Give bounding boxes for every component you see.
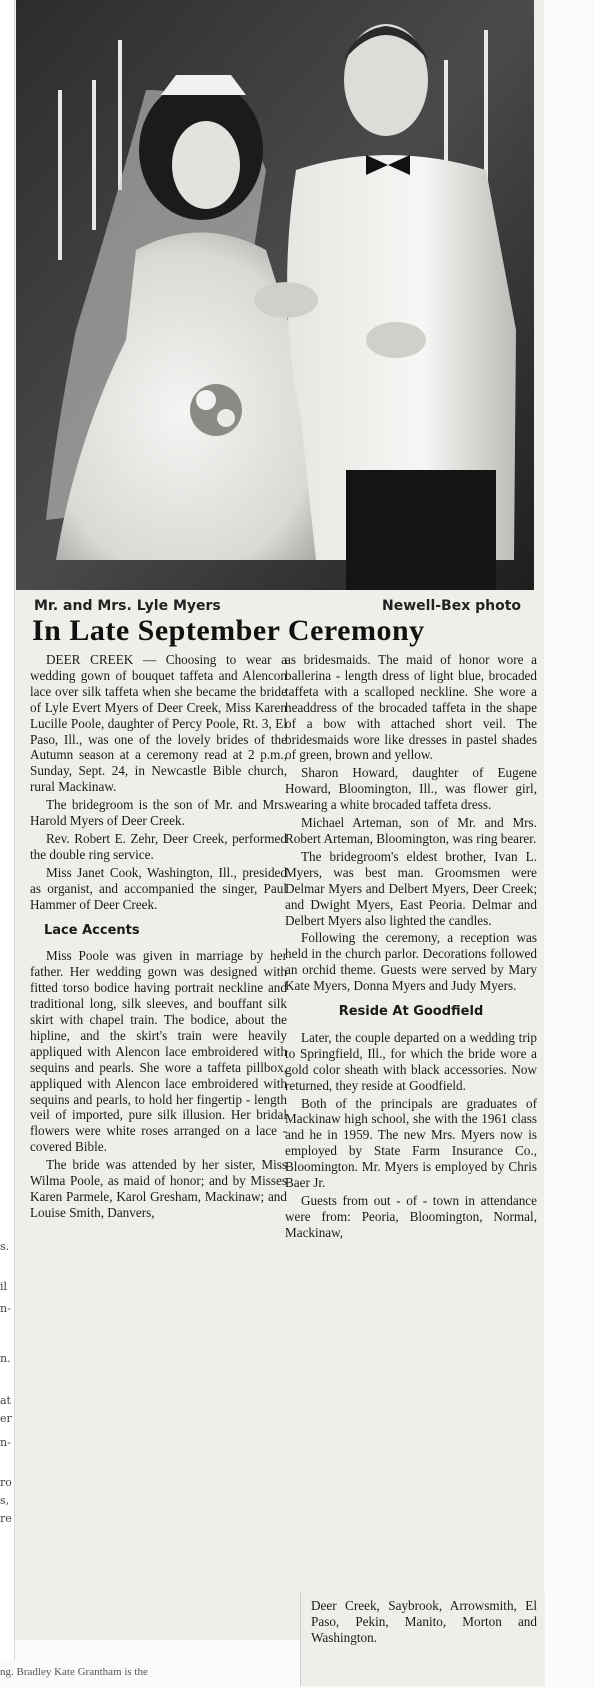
paragraph: Guests from out - of - town in attendance were from: Peoria, Bloomington, Normal, Mackinaw, [285, 1193, 537, 1240]
paragraph: DEER CREEK — Choosing to wear a wedding gown of bouquet taffeta and Alencon lace over silk taffeta when she became the bride of Lyle Evert Myers of Deer Creek, Miss Karen Lucille Poole, daughter of Percy Poole, Rt. 3, El Paso, Ill., was one of the lovely brides of the Autumn season at a ceremony read at 2 p.m., Sunday, Sept. 24, in Newcastle Bible church, rural Mackinaw. [30, 652, 287, 795]
photo-caption: Mr. and Mrs. Lyle Myers [34, 598, 221, 614]
paragraph: Miss Janet Cook, Washington, Ill., presided as organist, and accompanied the singer, Paul Hammer of Deer Creek. [30, 864, 287, 912]
edge-fragment: at [0, 1394, 11, 1407]
edge-fragment: re [0, 1512, 12, 1525]
paragraph: Miss Poole was given in marriage by her father. Her wedding gown was designed with fitted torso bodice having portrait neckline and traditional long, silk sleeves, and bouffant silk skirt with chapel train. The bodice, about the hipline, and the skirt's train were heavily appliqued with Alencon lace embroidered with sequins and pearls. She wore a taffeta pillbox, appliqued with Alencon lace embroidered with sequins and pearls, to hold her fingertip - length veil of imported, pure silk illusion. Her bridal flowers were white roses arranged on a lace - covered Bible. [30, 948, 287, 1155]
edge-fragment: n- [0, 1436, 11, 1449]
paragraph: Both of the principals are graduates of Mackinaw high school, she with the 1961 class and he in 1959. The new Mrs. Myers now is employed by State Farm Insurance Co., Bloomington. Mr. Myers is employed by Chris Baer Jr. [285, 1095, 537, 1191]
edge-fragment: ro [0, 1476, 12, 1489]
subheading: Lace Accents [44, 922, 140, 938]
paragraph: Michael Arteman, son of Mr. and Mrs. Robert Arteman, Bloomington, was ring bearer. [285, 815, 537, 846]
edge-fragment: n- [0, 1302, 11, 1315]
bottom-edge-fragment: ng. Bradley Kate Grantham is the [0, 1666, 148, 1678]
article-column-left [30, 652, 287, 1223]
edge-fragment: n. [0, 1352, 11, 1365]
paragraph: The bridegroom is the son of Mr. and Mrs. Harold Myers of Deer Creek. [30, 797, 287, 829]
paragraph: Sharon Howard, daughter of Eugene Howard, Bloomington, Ill., was flower girl, wearing a white brocaded taffeta dress. [285, 765, 537, 813]
photo-credit: Newell-Bex photo [382, 598, 522, 614]
paragraph: Following the ceremony, a reception was held in the church parlor. Decorations followed an orchid theme. Guests were served by Mary Kate Myers, Donna Myers and Judy Myers. [285, 930, 537, 994]
article-column-right [285, 652, 537, 1243]
wedding-couple-photo-illustration [16, 0, 534, 590]
paragraph: Later, the couple departed on a wedding trip to Springfield, Ill., for which the bride wore a gold color sheath with black accessories. Now returned, they reside at Goodfield. [285, 1029, 537, 1093]
paragraph: The bride was attended by her sister, Miss Wilma Poole, as maid of honor; and by Misses Karen Parmele, Karol Gresham, Mackinaw; and Louise Smith, Danvers, [30, 1157, 287, 1220]
edge-fragment: il [0, 1280, 8, 1293]
paragraph: The bridegroom's eldest brother, Ivan L. Myers, was best man. Groomsmen were Delmar Myers and Delbert Myers, Deer Creek; and Dwight Myers, East Peoria. Delmar and Delbert Myers also lighted the candles. [285, 848, 537, 928]
wedding-photo [16, 0, 534, 590]
paragraph: Rev. Robert E. Zehr, Deer Creek, performed the double ring service. [30, 830, 287, 862]
paragraph: as bridesmaids. The maid of honor wore a ballerina - length dress of light blue, brocaded taffeta with a scalloped neckline. She wore a headdress of the brocaded taffeta in the shape of a bow with attached short veil. The bridesmaids wore like dresses in pastel shades of green, brown and yellow. [285, 652, 537, 763]
edge-fragment: er [0, 1412, 12, 1425]
subheading: Reside At Goodfield [338, 1004, 484, 1020]
article-headline: In Late September Ceremony [32, 614, 425, 647]
edge-fragment: s, [0, 1494, 10, 1507]
continuation-text: Deer Creek, Saybrook, Arrowsmith, El Paso, Pekin, Manito, Morton and Washington. [311, 1598, 537, 1645]
continuation-clipping [300, 1592, 545, 1686]
left-edge-strip [0, 0, 15, 1660]
edge-fragment: s. [0, 1240, 10, 1253]
